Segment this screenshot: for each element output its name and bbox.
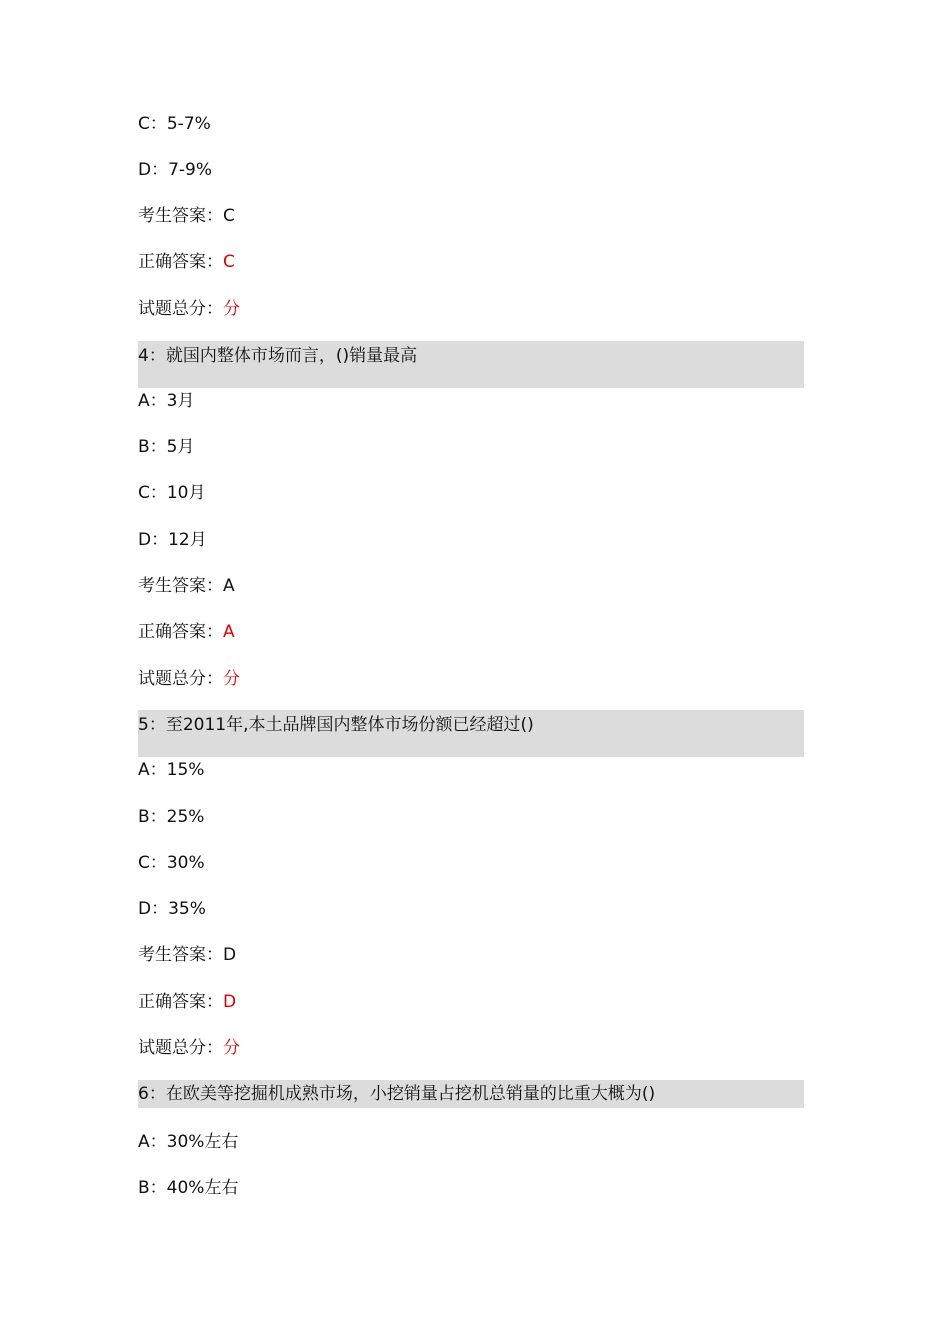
- correct-answer-label: 正确答案：: [138, 252, 223, 272]
- score-label: 试题总分：: [138, 669, 223, 689]
- q4-correct-answer: [138, 620, 235, 644]
- question-6-text: 6：在欧美等挖掘机成熟市场，小挖销量占挖机总销量的比重大概为(): [138, 1084, 656, 1104]
- student-answer-value: C: [223, 206, 235, 226]
- q5-option-a: A：15%: [138, 760, 205, 780]
- q5-score: [138, 1036, 240, 1060]
- q4-student-answer: [138, 574, 235, 598]
- q5-option-d: D：35%: [138, 899, 206, 919]
- q4-option-b: B：5月: [138, 437, 195, 457]
- q5-option-b: B：25%: [138, 807, 205, 827]
- question-6-header: [138, 1080, 804, 1108]
- q4-option-a: A：3月: [138, 391, 195, 411]
- student-answer-value: A: [223, 576, 235, 596]
- q5-correct-answer: [138, 990, 236, 1014]
- q3-student-answer: [138, 204, 235, 228]
- score-label: 试题总分：: [138, 299, 223, 319]
- q4-score: [138, 667, 240, 691]
- question-5-header: [138, 710, 804, 757]
- correct-answer-value: C: [223, 252, 235, 272]
- q6-option-a: A：30%左右: [138, 1132, 239, 1152]
- correct-answer-value: A: [223, 622, 235, 642]
- q5-student-answer: [138, 943, 236, 967]
- score-value: 分: [223, 1038, 240, 1058]
- correct-answer-value: D: [223, 992, 237, 1012]
- q5-option-c: C：30%: [138, 853, 205, 873]
- score-value: 分: [223, 299, 240, 319]
- score-label: 试题总分：: [138, 1038, 223, 1058]
- student-answer-label: 考生答案：: [138, 576, 223, 596]
- q4-option-c: C：10月: [138, 483, 206, 503]
- q4-option-d: D：12月: [138, 530, 207, 550]
- q3-score: [138, 297, 240, 321]
- q3-correct-answer: [138, 250, 235, 274]
- q6-option-b: B：40%左右: [138, 1178, 239, 1198]
- correct-answer-label: 正确答案：: [138, 622, 223, 642]
- question-5-text: 5：至2011年,本土品牌国内整体市场份额已经超过(): [138, 715, 534, 735]
- correct-answer-label: 正确答案：: [138, 992, 223, 1012]
- question-4-text: 4：就国内整体市场而言，()销量最高: [138, 346, 418, 366]
- student-answer-value: D: [223, 945, 237, 965]
- q3-option-d: D：7-9%: [138, 160, 213, 180]
- student-answer-label: 考生答案：: [138, 206, 223, 226]
- question-4-header: [138, 341, 804, 388]
- score-value: 分: [223, 669, 240, 689]
- student-answer-label: 考生答案：: [138, 945, 223, 965]
- q3-option-c: C：5-7%: [138, 114, 211, 134]
